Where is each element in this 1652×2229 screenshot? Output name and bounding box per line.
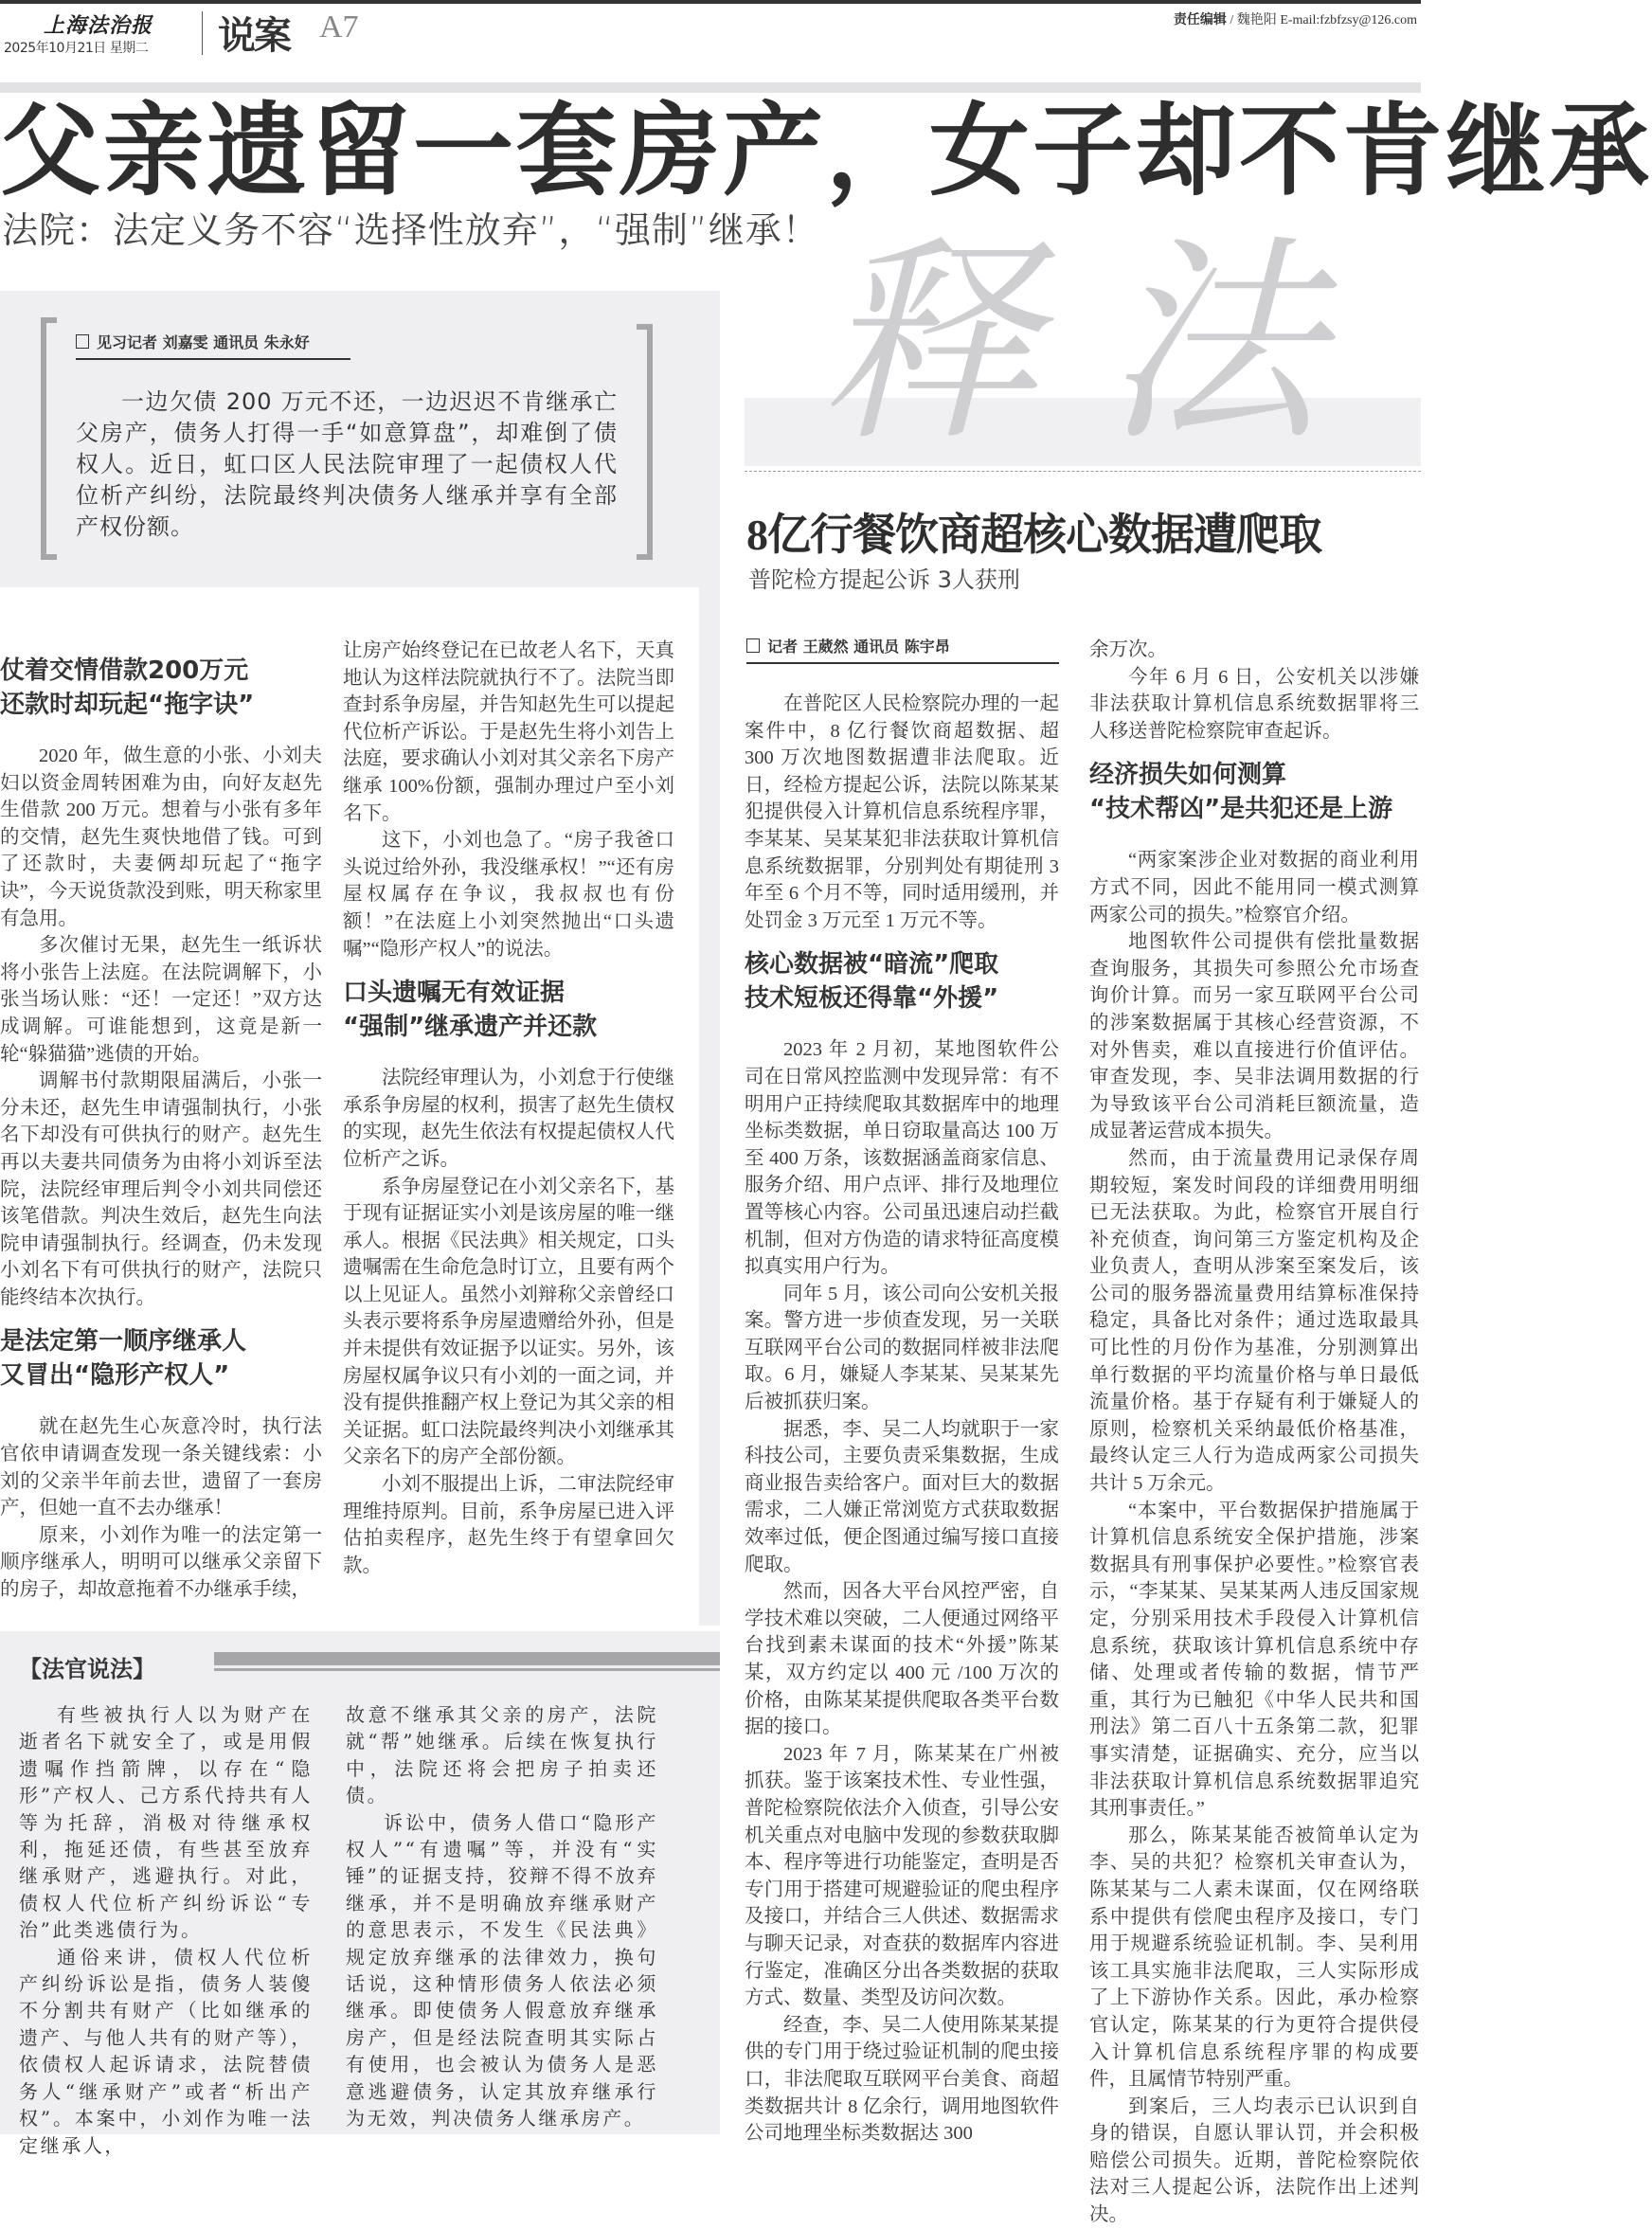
paragraph: 在普陀区人民检察院办理的一起案件中，8 亿行餐饮商超数据、超 300 万次地图数据遭非法爬取。近日，经检方提起公诉，法院以陈某某犯提供侵入计算机信息系统程序罪，李某某、吴某某犯非法获取计算机信息系统数据罪，分别判处有期徒刑 3 年至 6 个月不等，同时适用缓刑，并处罚金 3 万元至 1 万元不等。 xyxy=(745,693,1059,931)
subheading-line: 又冒出“隐形产权人” xyxy=(0,1361,230,1391)
paragraph: 今年 6 月 6 日，公安机关以涉嫌非法获取计算机信息系统数据罪将三人移送普陀检察院审查起诉。 xyxy=(1089,666,1419,742)
main-headline: 父亲遗留一套房产，女子却不肯继承 xyxy=(0,97,1652,207)
subheading-line: 经济损失如何测算 xyxy=(1089,761,1287,790)
paragraph: 系争房屋登记在小刘父亲名下，基于现有证据证实小刘是该房屋的唯一继承人。根据《民法典》相关规定，口头遗嘱需在生命危急时订立，且要有两个以上见证人。虽然小刘辩称父亲曾经口头表示要将系争房屋遗赠给外孙，但是并未提供有效证据予以证实。另外，该房屋权属争议只有小刘的一面之词，并没有提供推翻产权上登记为其父亲的相关证据。虹口法院最终判决小刘继承其父亲名下的房产全部份额。 xyxy=(343,1176,674,1468)
second-headline: 8亿行餐饮商超核心数据遭爬取 xyxy=(746,511,1321,559)
editor-email: E-mail:fzbfzsy@126.com xyxy=(1280,13,1417,27)
second-byline xyxy=(746,635,1059,664)
paragraph: 然而，因各大平台风控严密，自学技术难以突破，二人便通过网络平台找到素未谋面的技术“外援”陈某某，双方约定以 400 元 /100 万次的价格，由陈某某提供爬取各类平台数据的接口。 xyxy=(745,1581,1059,1738)
subheading-line: “技术帮凶”是共犯还是上游 xyxy=(1089,795,1393,824)
paragraph: 多次催讨无果，赵先生一纸诉状将小张告上法庭。在法院调解下，小张当场认账：“还！一定还！”双方达成调解。可谁能想到，这竟是新一轮“躲猫猫”逃债的开始。 xyxy=(0,935,322,1065)
subheading-line: 口头遗嘱无有效证据 xyxy=(343,979,566,1008)
paragraph: 让房产始终登记在已故老人名下，天真地认为这样法院就执行不了。法院当即查封系争房屋，并告知赵先生可以提起代位析产诉讼。于是赵先生将小刘告上法庭，要求确认小刘对其父亲名下房产继承 100%份额，强制办理过户至小刘名下。 xyxy=(343,640,674,824)
paragraph: 故意不继承其父亲的房产，法院就“帮”她继承。后续在恢复执行中，法院还将会把房子拍卖还债。 xyxy=(346,1703,658,1807)
paragraph: 同年 5 月，该公司向公安机关报案。警方进一步侦查发现，另一关联互联网平台公司的数据同样被非法爬取。6 月，嫌疑人李某某、吴某某先后被抓获归案。 xyxy=(745,1283,1059,1413)
paragraph: 小刘不服提出上诉，二审法院经审理维持原判。目前，系争房屋已进入评估拍卖程序，赵先生终于有望拿回欠款。 xyxy=(343,1474,674,1576)
lead-box-strip xyxy=(699,587,720,1626)
paragraph: 通俗来讲，债权人代位析产纠纷诉讼是指，债务人装傻不分割共有财产（比如继承的遗产、与他人共有的财产等），依债权人起诉请求，法院替债务人“继承财产”或者“析出产权”。本案中，小刘作为唯一法定继承人， xyxy=(19,1945,313,2157)
paragraph: “两家案涉企业对数据的商业利用方式不同，因此不能用同一模式测算两家公司的损失。”检察官介绍。 xyxy=(1089,850,1419,926)
subheading-line: 仗着交情借款200万元 xyxy=(0,656,249,685)
paragraph: 原来，小刘作为唯一的法定第一顺序继承人，明明可以继承父亲留下的房子，却故意拖着不办继承手续， xyxy=(0,1524,322,1601)
judge-column-2 xyxy=(346,1701,658,2132)
judge-column-1 xyxy=(19,1701,313,2159)
editor-name: / 魏艳阳 xyxy=(1230,13,1277,27)
subheading-line: 还款时却玩起“拖字诀” xyxy=(0,691,255,719)
top-rule xyxy=(0,0,1421,4)
subheading xyxy=(343,976,674,1044)
editor-label: 责任编辑 xyxy=(1173,12,1227,27)
subheading xyxy=(0,1324,322,1393)
paragraph: 那么，陈某某能否被简单认定为李、吴的共犯？检察机关审查认为，陈某某与二人素未谋面，仅在网络联系中提供有偿爬虫程序及接口，专门用于规避系统验证机制。李、吴利用该工具实施非法爬取，三人实际形成了上下游协作关系。因此，承办检察官认定，陈某某的行为更符合提供侵入计算机信息系统程序罪的构成要件，且属情节特别严重。 xyxy=(1089,1825,1419,2091)
paragraph: 就在赵先生心灰意冷时，执行法官依申请调查发现一条关键线索：小刘的父亲半年前去世，遗留了一套房产，但她一直不去办继承！ xyxy=(0,1416,322,1519)
paragraph: 据悉，李、吴二人均就职于一家科技公司，主要负责采集数据，生成商业报告卖给客户。面对巨大的数据需求，二人嫌正常浏览方式获取数据效率过低，便企图通过编写接口直接爬取。 xyxy=(745,1418,1059,1575)
judge-commentary-title: 【法官说法】 xyxy=(19,1656,155,1682)
paragraph: 到案后，三人均表示已认识到自身的错误，自愿认罪认罚，并会积极赔偿公司损失。近期，普陀检察院依法对三人提起公诉，法院作出上述判决。 xyxy=(1089,2095,1419,2226)
main-byline xyxy=(76,331,350,360)
paragraph: 诉讼中，债务人借口“隐形产权人”“有遗嘱”等，并没有“实锤”的证据支持，狡辩不得不放弃继承，并不是明确放弃继承财产的意思表示，不发生《民法典》规定放弃继承的法律效力，换句话说，这种情形债务人依法必须继承。即使债务人假意放弃继承房产，但是经法院查明其实际占有使用，也会被认为债务人是恶意逃避债务，认定其放弃继承行为无效，判决债务人继承房产。 xyxy=(346,1810,658,2130)
second-story-column-2 xyxy=(1089,637,1419,2229)
title-rule xyxy=(214,1668,720,1671)
square-icon xyxy=(76,334,89,349)
byline-text: 记者 王葳然 通讯员 陈宇昂 xyxy=(767,638,950,656)
issue-date: 2025年10月21日 星期二 xyxy=(4,41,149,56)
paragraph: 2023 年 7 月，陈某某在广州被抓获。鉴于该案技术性、专业性强，普陀检察院依法介入侦查，引导公安机关重点对电脑中发现的参数获取脚本、程序等进行功能鉴定，查明是否专门用于搭建可规避验证的爬虫程序及接口，并结合三人供述、数据需求与聊天记录，对查获的数据库内容进行鉴定，准确区分出各类数据的获取方式、数量、类型及访问次数。 xyxy=(745,1743,1059,2009)
page-number: A7 xyxy=(319,9,359,45)
second-subheadline: 普陀检方提起公诉 3人获刑 xyxy=(748,566,1020,593)
subheading xyxy=(0,654,322,722)
paragraph: 经查，李、吴二人使用陈某某提供的专门用于绕过验证机制的爬虫接口，非法爬取互联网平台美食、商超类数据共计 8 亿余行，调用地图软件公司地理坐标类数据达 300 xyxy=(745,2014,1059,2145)
masthead-divider xyxy=(202,11,203,55)
main-story-column-1 xyxy=(0,654,322,1604)
subheading-line: 是法定第一顺序继承人 xyxy=(0,1327,247,1357)
paragraph: 有些被执行人以为财产在逝者名下就安全了，或是用假遗嘱作挡箭牌，以存在“隐形”产权人、己方系代持共有人等为托辞，消极对待继承权利，拖延还债，有些甚至放弃继承财产，逃避执行。对此，债权人代位析产纠纷诉讼“专治”此类逃债行为。 xyxy=(19,1703,313,1942)
paragraph: 地图软件公司提供有偿批量数据查询服务，其损失可参照公允市场查询价计算。而另一家互联网平台公司的涉案数据属于其核心经营资源，不对外售卖，难以直接进行价值评估。审查发现，李、吴非法调用数据的行为导致该平台公司消耗巨额流量，造成显著运营成本损失。 xyxy=(1089,931,1419,1142)
paragraph: 然而，由于流量费用记录保存周期较短，案发时间段的详细费用明细已无法获取。为此，检察官开展自行补充侦查，询问第三方鉴定机构及企业负责人，查明从涉案至案发后，该公司的服务器流量费用结算标准保持稳定，具备比对条件；通过选取最具可比性的月份作为基准，分别测算出单行数据的平均流量价格与单日最低流量价格。基于存疑有利于嫌疑人的原则，检察机关采纳最低价格基准，最终认定三人行为造成两家公司损失共计 5 万余元。 xyxy=(1089,1147,1419,1495)
byline-text: 见习记者 刘嘉雯 通讯员 朱永好 xyxy=(97,333,310,351)
lead-paragraph: 一边欠债 200 万元不还，一边迟迟不肯继承亡父房产，债务人打得一手“如意算盘”，却难倒了债权人。近日，虹口区人民法院审理了一起债权人代位析产纠纷，法院最终判决债务人继承并享有全部产权份额。 xyxy=(76,388,618,540)
paragraph: 2023 年 2 月初，某地图软件公司在日常风控监测中发现异常：有不明用户正持续爬取其数据库中的地理坐标类数据，单日窃取量高达 100 万至 400 万条，该数据涵盖商家信息、服务介绍、用户点评、排行及地理位置等核心内容。公司虽迅速启动拦截机制，但对方伪造的请求特征高度模拟真实用户行为。 xyxy=(745,1039,1059,1278)
paragraph: 2020 年，做生意的小张、小刘夫妇以资金周转困难为由，向好友赵先生借款 200 万元。想着与小张有多年的交情，赵先生爽快地借了钱。可到了还款时，夫妻俩却玩起了“拖字诀”，今天说货款没到账，明天称家里有急用。 xyxy=(0,746,322,929)
paragraph: “本案中，平台数据保护措施属于计算机信息系统安全保护措施，涉案数据具有刑事保护必要性。”检察官表示，“李某某、吴某某两人违反国家规定，分别采用技术手段侵入计算机信息系统，获取该计算机信息系统中存储、处理或者传输的数据，情节严重，其行为已触犯《中华人民共和国刑法》第二百八十五条第二款，犯罪事实清楚，证据确实、充分，应当以非法获取计算机信息系统数据罪追究其刑事责任。” xyxy=(1089,1500,1419,1820)
header-bar xyxy=(0,82,1421,93)
column-logo: 释法 xyxy=(819,225,1388,466)
subheading-line: 核心数据被“暗流”爬取 xyxy=(745,950,999,980)
paragraph: 调解书付款期限届满后，小张一分未还，赵先生申请强制执行，小张名下却没有可供执行的财产。赵先生再以夫妻共同债务为由将小刘诉至法院，法院经审理后判令小刘共同偿还该笔借款。判决生效后，赵先生向法院申请强制执行。经调查，仍未发现小刘名下有可供执行的财产，法院只能终结本次执行。 xyxy=(0,1070,322,1308)
subheading-line: “强制”继承遗产并还款 xyxy=(343,1013,598,1042)
paragraph: 余万次。 xyxy=(1089,639,1167,660)
subheading xyxy=(1089,758,1419,826)
main-story-column-2 xyxy=(343,638,674,1579)
second-story-column-1 xyxy=(745,691,1059,2148)
square-icon xyxy=(746,638,760,653)
dashed-divider xyxy=(745,471,1421,472)
title-bar xyxy=(214,1652,720,1665)
paragraph: 法院经审理认为，小刘怠于行使继承系争房屋的权利，损害了赵先生债权的实现，赵先生依法有权提起债权人代位析产之诉。 xyxy=(343,1068,674,1170)
bracket-right xyxy=(637,324,653,560)
section-name: 说案 xyxy=(218,14,290,58)
subheading-line: 技术短板还得靠“外援” xyxy=(745,984,999,1014)
main-subheadline: 法院：法定义务不容“选择性放弃”，“强制”继承！ xyxy=(2,209,819,251)
subheading xyxy=(745,947,1059,1016)
bracket-left xyxy=(41,317,57,560)
editor-credit xyxy=(1174,9,1417,28)
newspaper-logo: 上海法治报 xyxy=(44,13,153,37)
paragraph: 这下，小刘也急了。“房子我爸口头说过给外孙，我没继承权！”“还有房屋权属存在争议，我叔叔也有份额！”在法庭上小刘突然抛出“口头遗嘱”“隐形产权人”的说法。 xyxy=(343,830,674,960)
